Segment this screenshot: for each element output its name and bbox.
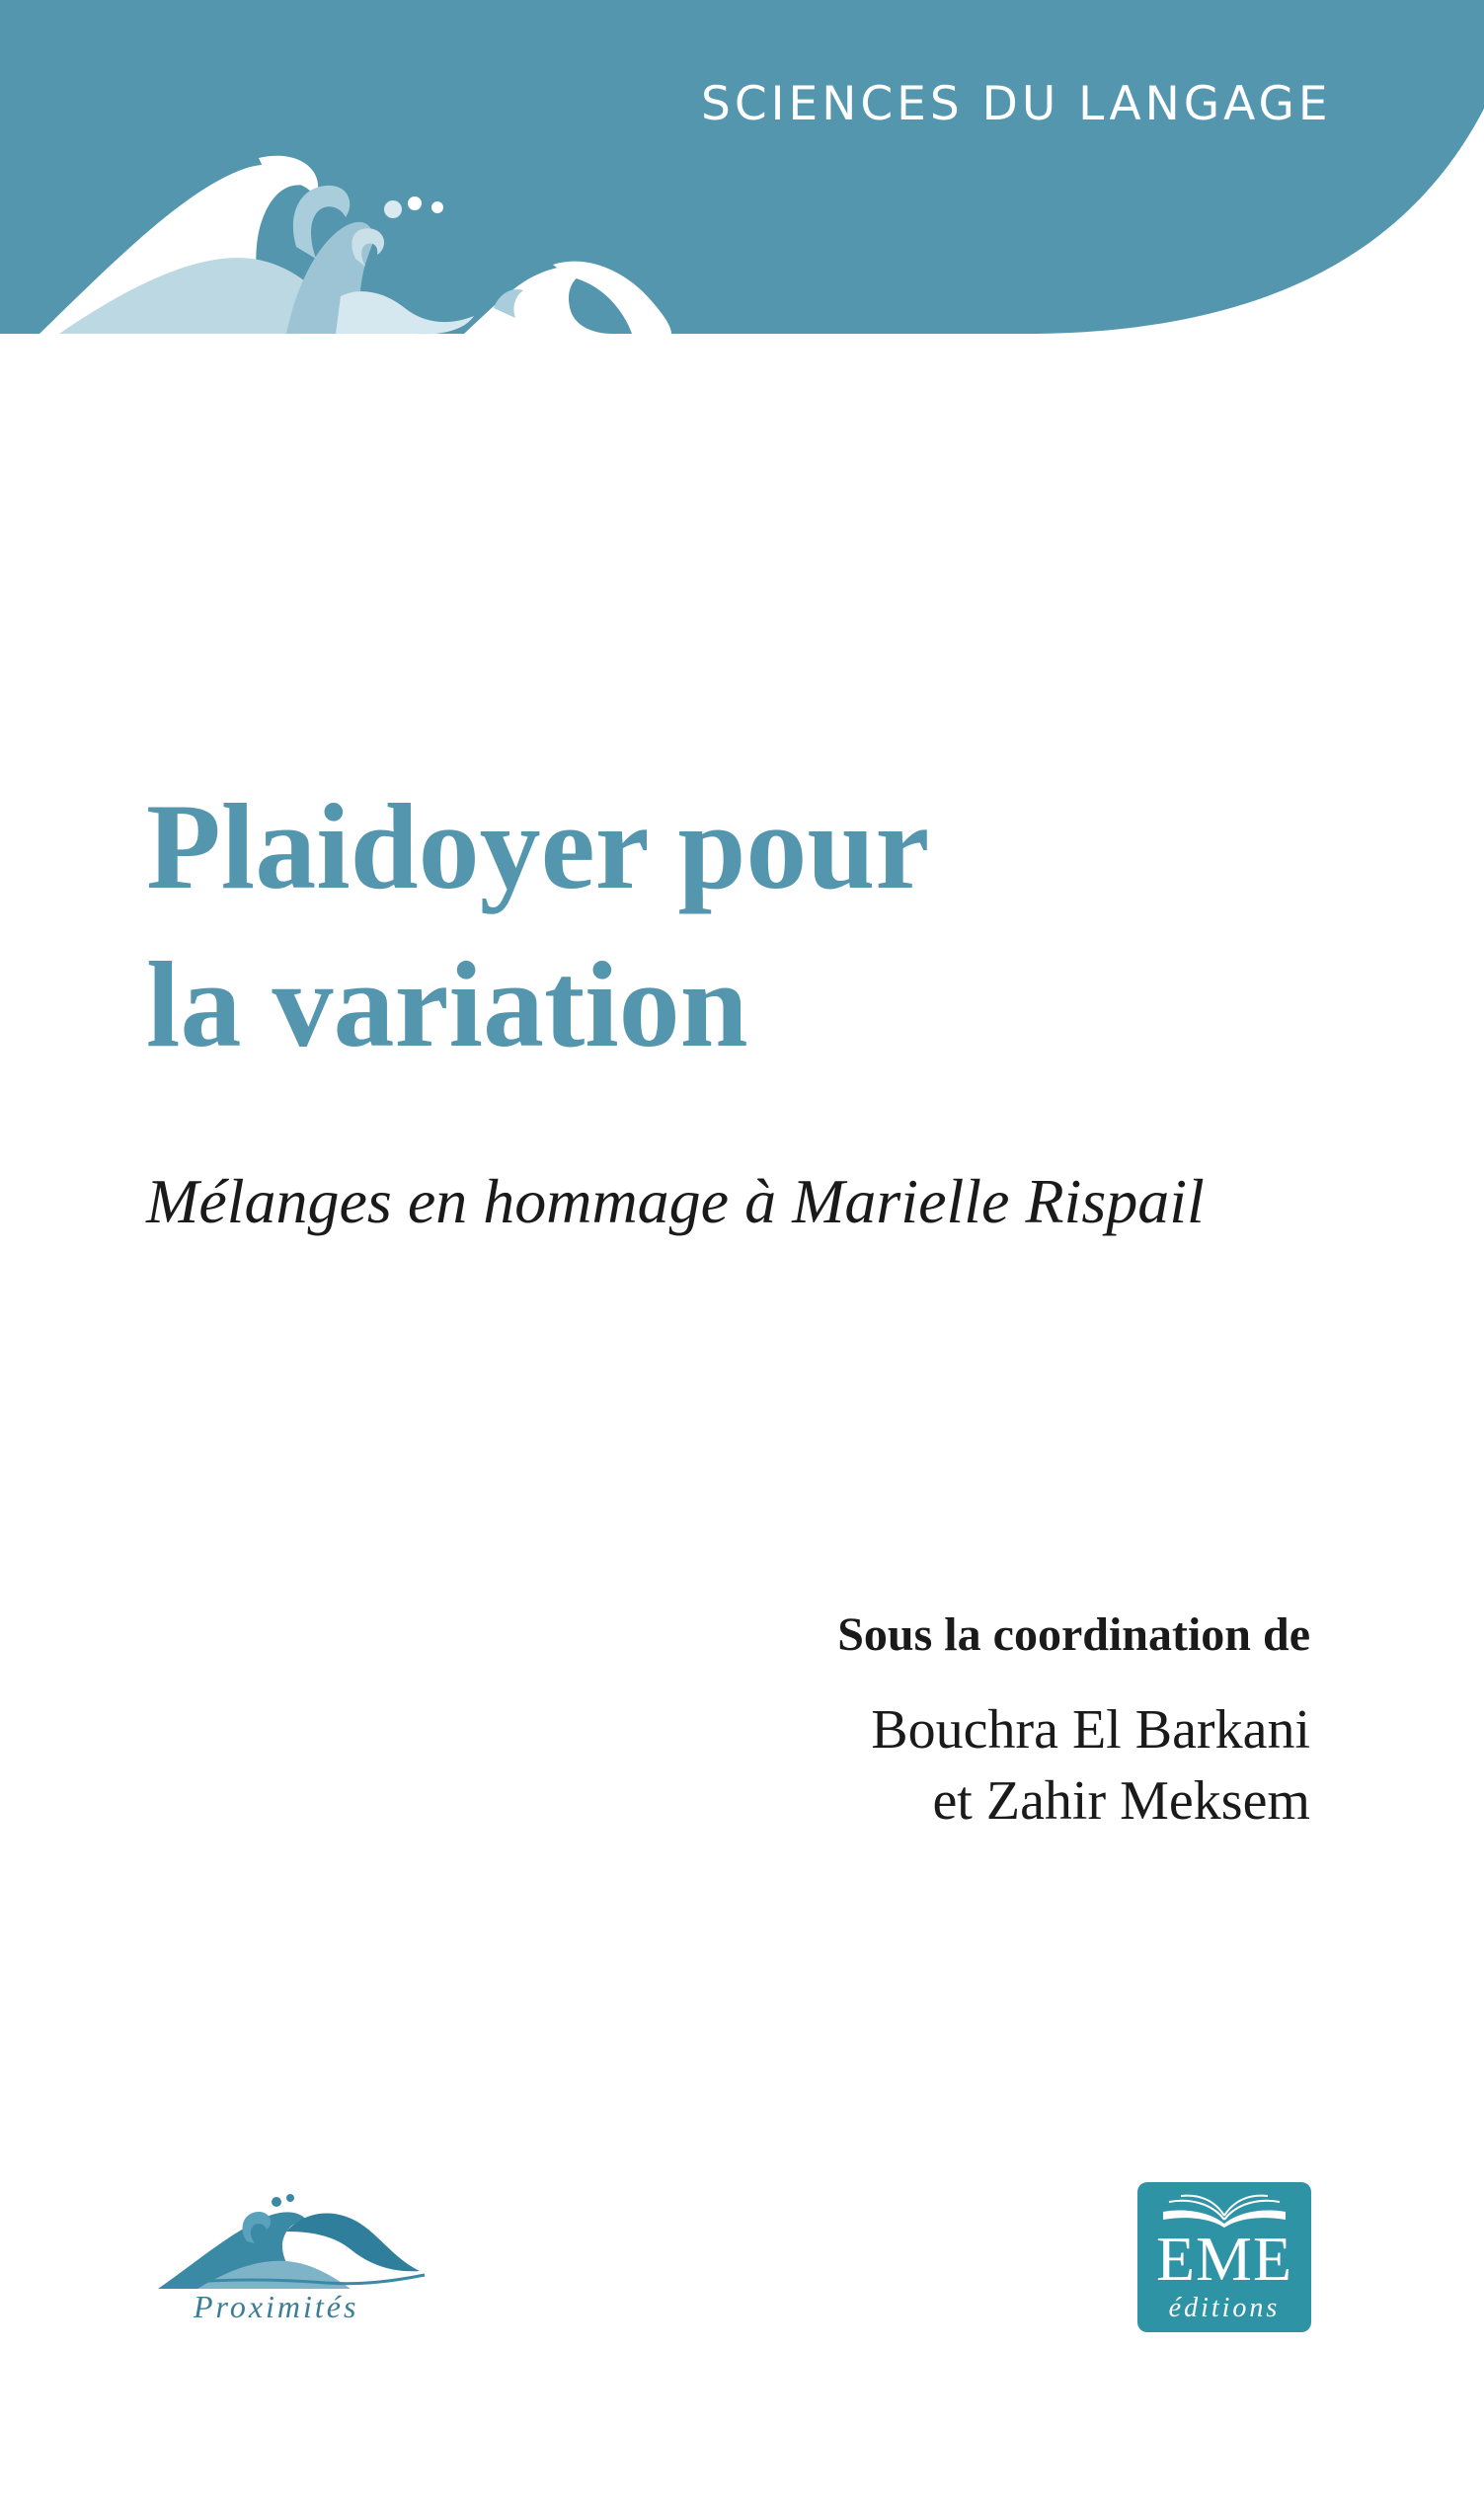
eme-editions-label: éditions <box>1168 2293 1281 2323</box>
collection-label: SCIENCES DU LANGAGE <box>701 77 1332 131</box>
editor-line-1: Bouchra El Barkani <box>871 1699 1310 1761</box>
title-line-1: Plaidoyer pour <box>146 779 930 914</box>
editor-line-2: et Zahir Meksem <box>932 1770 1310 1832</box>
wave-logo-icon <box>138 2172 434 2291</box>
editors <box>871 1694 1310 1837</box>
book-title <box>146 768 1331 1084</box>
coordination-label: Sous la coordination de <box>837 1608 1310 1661</box>
eme-mark: EME <box>1155 2224 1293 2294</box>
book-subtitle: Mélanges en hommage à Marielle Rispail <box>146 1166 1205 1236</box>
series-label: Proximités <box>194 2289 359 2324</box>
title-line-2: la variation <box>146 937 748 1072</box>
wave-banner <box>0 0 1484 336</box>
eme-publisher-logo <box>1137 2182 1311 2332</box>
header-band <box>0 0 1484 336</box>
